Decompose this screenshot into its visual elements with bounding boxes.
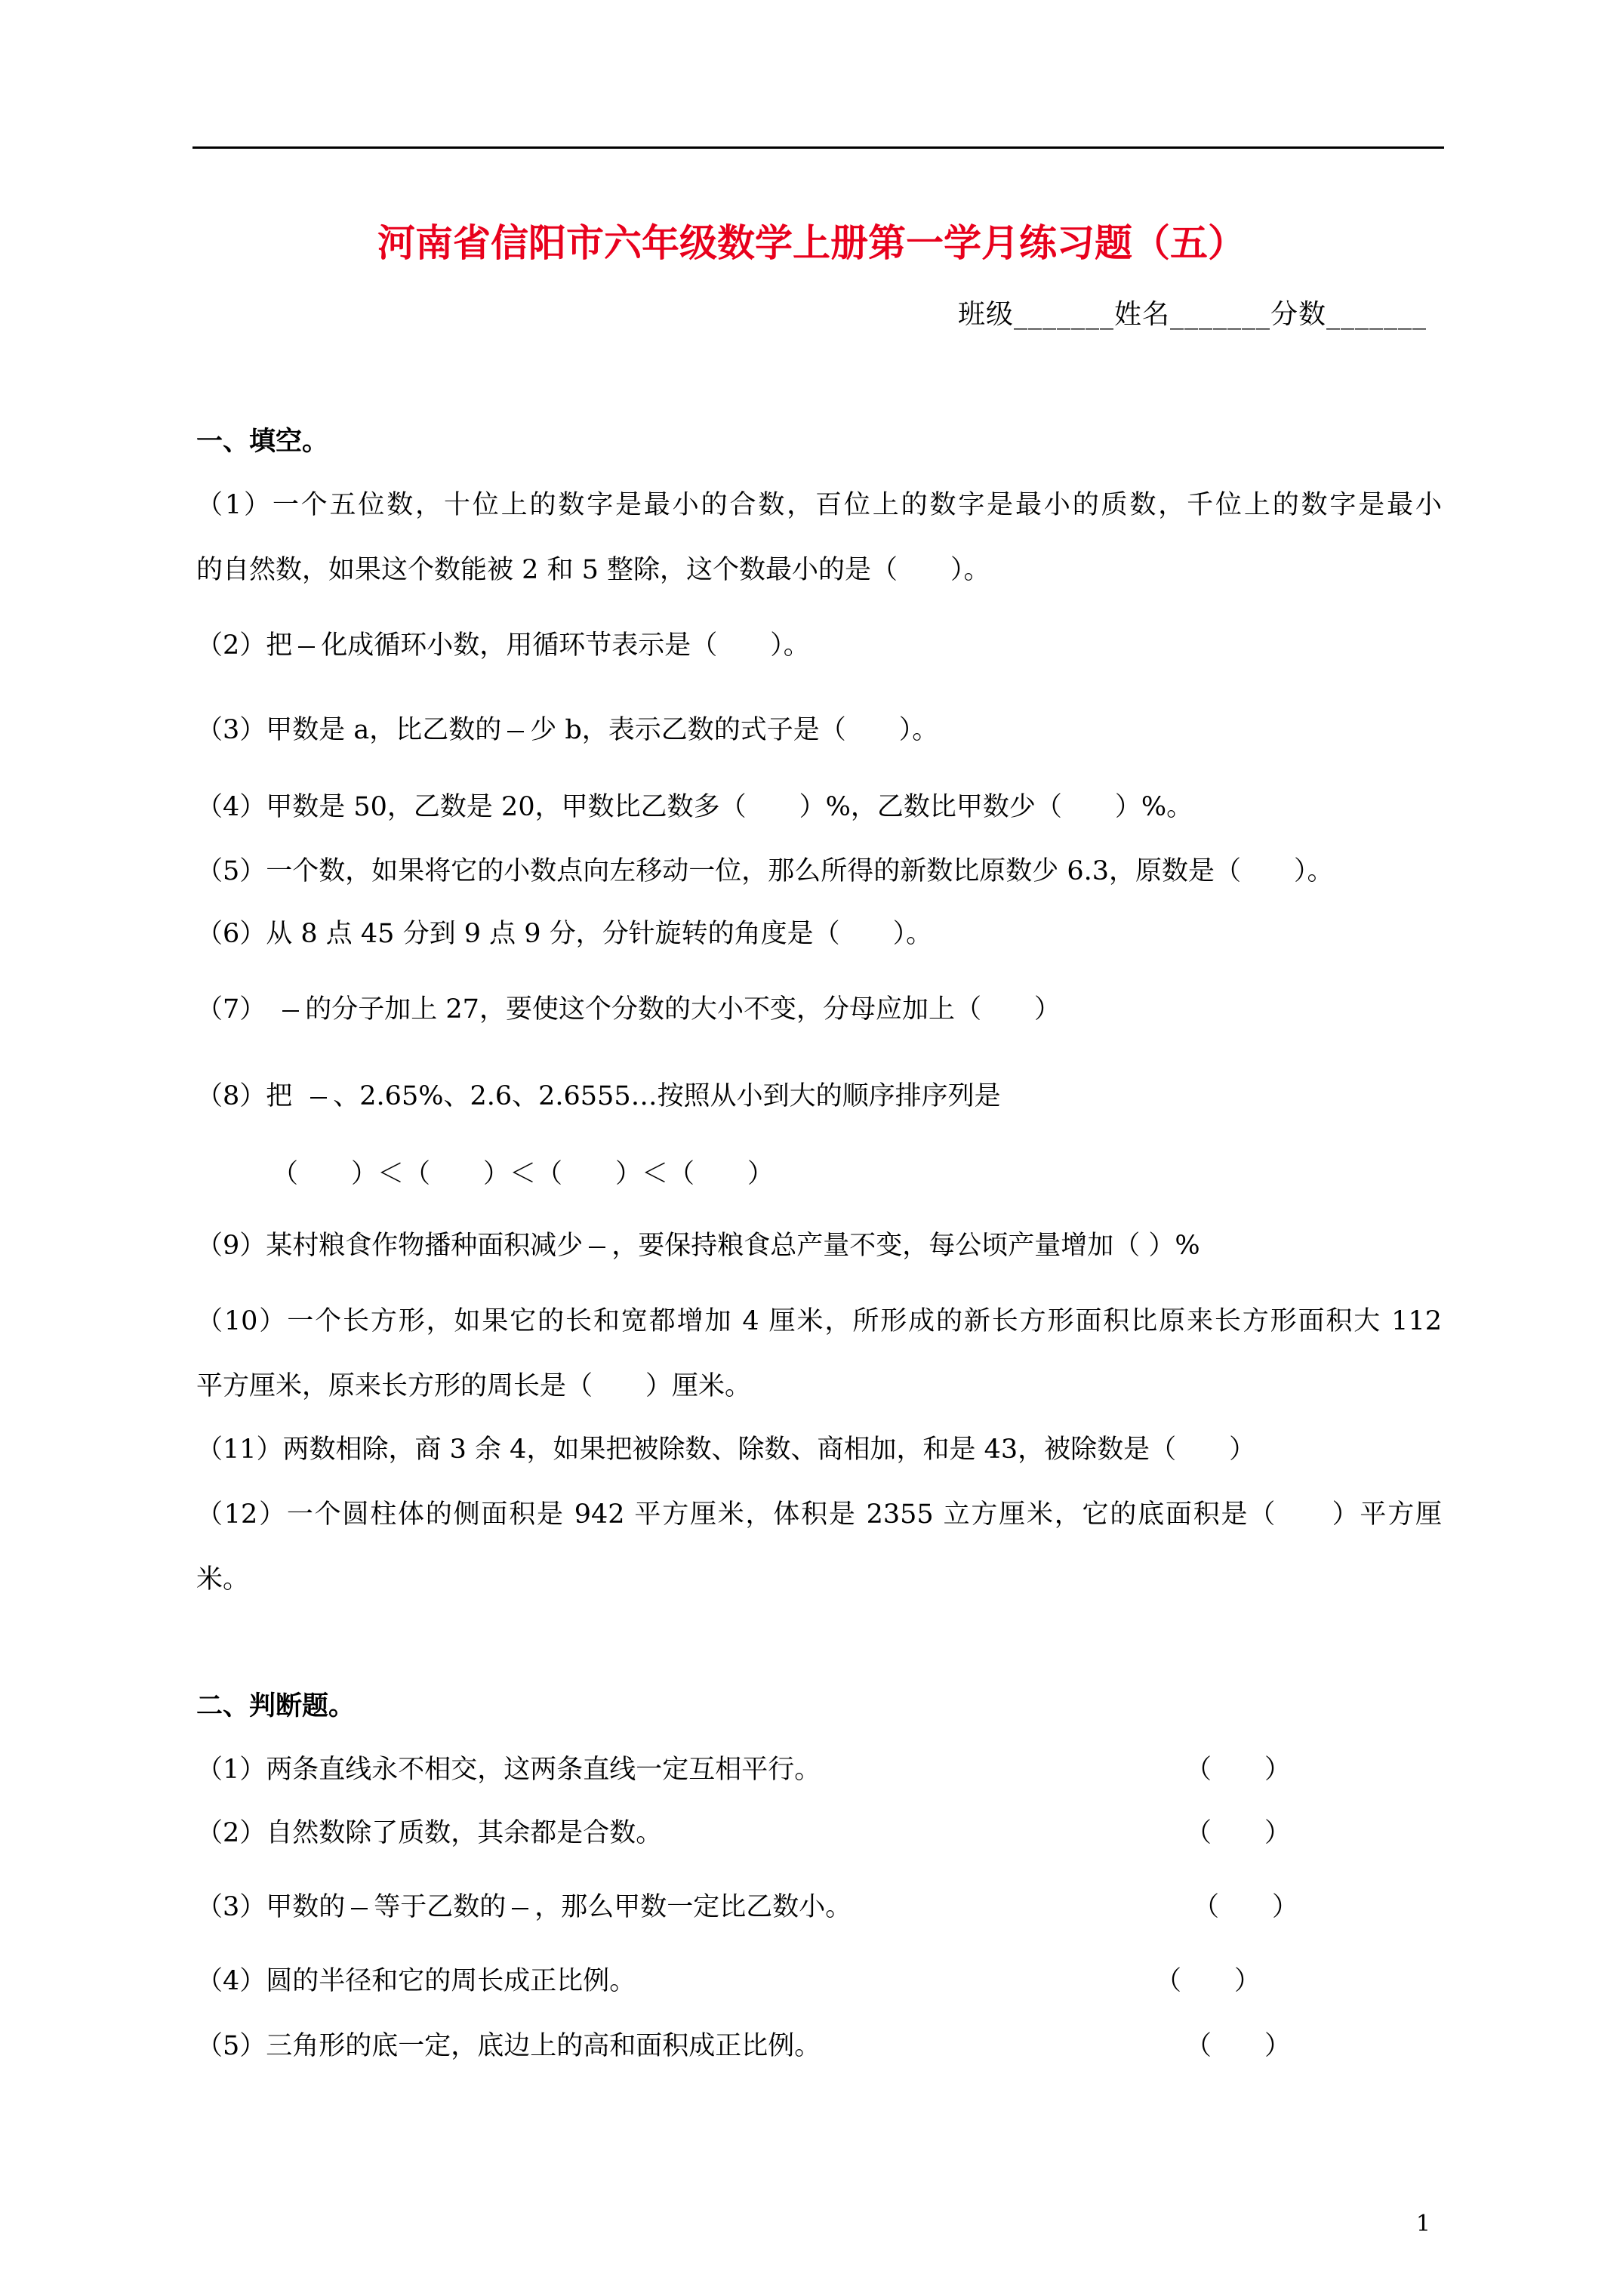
question-2-part-1: （2）把: [196, 630, 293, 661]
page-title: 河南省信阳市六年级数学上册第一学月练习题（五）: [377, 220, 1246, 265]
fraction-placeholder: [282, 1010, 299, 1012]
question-3-part-2: 少 b，表示乙数的式子是（ ）。: [530, 715, 939, 745]
question-7-part-2: 的分子加上 27，要使这个分数的大小不变，分母应加上（ ）: [305, 994, 1061, 1025]
judge-1: （1）两条直线永不相交，这两条直线一定互相平行。: [196, 1755, 821, 1785]
question-2-part-2: 化成循环小数，用循环节表示是（ ）。: [321, 630, 810, 661]
fraction-placeholder: [298, 646, 315, 648]
fraction-placeholder: [310, 1097, 327, 1099]
fraction-placeholder: [351, 1908, 368, 1909]
question-8: [196, 1078, 1001, 1114]
judge-2-answer-blank: （ ）: [1185, 1818, 1292, 1848]
judge-3-part-1: （3）甲数的: [196, 1892, 346, 1922]
question-1-line-1: （1）一个五位数，十位上的数字是最小的合数，百位上的数字是最小的质数，千位上的数字是最小: [196, 490, 1442, 520]
header-rule: [192, 146, 1444, 149]
judge-3-answer-blank: （ ）: [1193, 1892, 1299, 1922]
fraction-placeholder: [589, 1247, 605, 1248]
judge-1-answer-blank: （ ）: [1185, 1755, 1292, 1785]
question-10-line-1: （10）一个长方形，如果它的长和宽都增加 4 厘米，所形成的新长方形面积比原来长方形面积大 112: [196, 1306, 1442, 1336]
question-2: [196, 627, 810, 664]
judge-2: （2）自然数除了质数，其余都是合数。: [196, 1818, 663, 1848]
fraction-placeholder: [507, 731, 524, 732]
student-info-line: 班级_______姓名_______分数_______: [957, 299, 1427, 330]
question-3-part-1: （3）甲数是 a，比乙数的: [196, 715, 502, 745]
page-number: 1: [1415, 2211, 1431, 2237]
question-11: （11）两数相除，商 3 余 4，如果把被除数、除数、商相加，和是 43，被除数是（ ）: [196, 1435, 1256, 1465]
question-1-line-2: 的自然数，如果这个数能被 2 和 5 整除，这个数最小的是（ ）。: [196, 555, 990, 585]
question-7-part-1: （7）: [196, 994, 266, 1025]
judge-3-part-2: 等于乙数的: [374, 1892, 507, 1922]
question-8-part-1: （8）把: [196, 1081, 293, 1111]
judge-4: （4）圆的半径和它的周长成正比例。: [196, 1966, 636, 1996]
judge-4-answer-blank: （ ）: [1155, 1966, 1261, 1996]
question-10-line-2: 平方厘米，原来长方形的周长是（ ）厘米。: [196, 1371, 752, 1401]
judge-3-part-3: ，那么甲数一定比乙数小。: [534, 1892, 852, 1922]
question-6: （6）从 8 点 45 分到 9 点 9 分，分针旋转的角度是（ ）。: [196, 919, 933, 949]
question-9-part-2: ，要保持粮食总产量不变，每公顷产量增加（ ）%: [611, 1231, 1200, 1261]
section-fill-heading: 一、填空。: [196, 426, 329, 457]
question-12-line-1: （12）一个圆柱体的侧面积是 942 平方厘米，体积是 2355 立方厘米，它的底面积是（ ）平方厘: [196, 1499, 1442, 1530]
question-9-part-1: （9）某村粮食作物播种面积减少: [196, 1231, 584, 1261]
question-4: （4）甲数是 50，乙数是 20，甲数比乙数多（ ）%，乙数比甲数少（ ）%。: [196, 792, 1193, 822]
judge-5: （5）三角形的底一定，底边上的高和面积成正比例。: [196, 2031, 821, 2061]
question-3: [196, 712, 938, 748]
question-7: [196, 991, 1061, 1028]
question-12-line-2: 米。: [196, 1564, 250, 1595]
judge-3: [196, 1889, 852, 1925]
question-8-part-2: 、2.65%、2.6、2.6555…按照从小到大的顺序排序列是: [333, 1081, 1001, 1111]
judge-5-answer-blank: （ ）: [1185, 2031, 1292, 2061]
question-5: （5）一个数，如果将它的小数点向左移动一位，那么所得的新数比原数少 6.3，原数是（ ）。: [196, 856, 1334, 886]
fraction-placeholder: [512, 1908, 528, 1909]
section-judge-heading: 二、判断题。: [196, 1690, 356, 1721]
question-9: [196, 1228, 1200, 1264]
question-8-order-blanks: （ ）＜（ ）＜（ ）＜（ ）: [272, 1159, 775, 1189]
